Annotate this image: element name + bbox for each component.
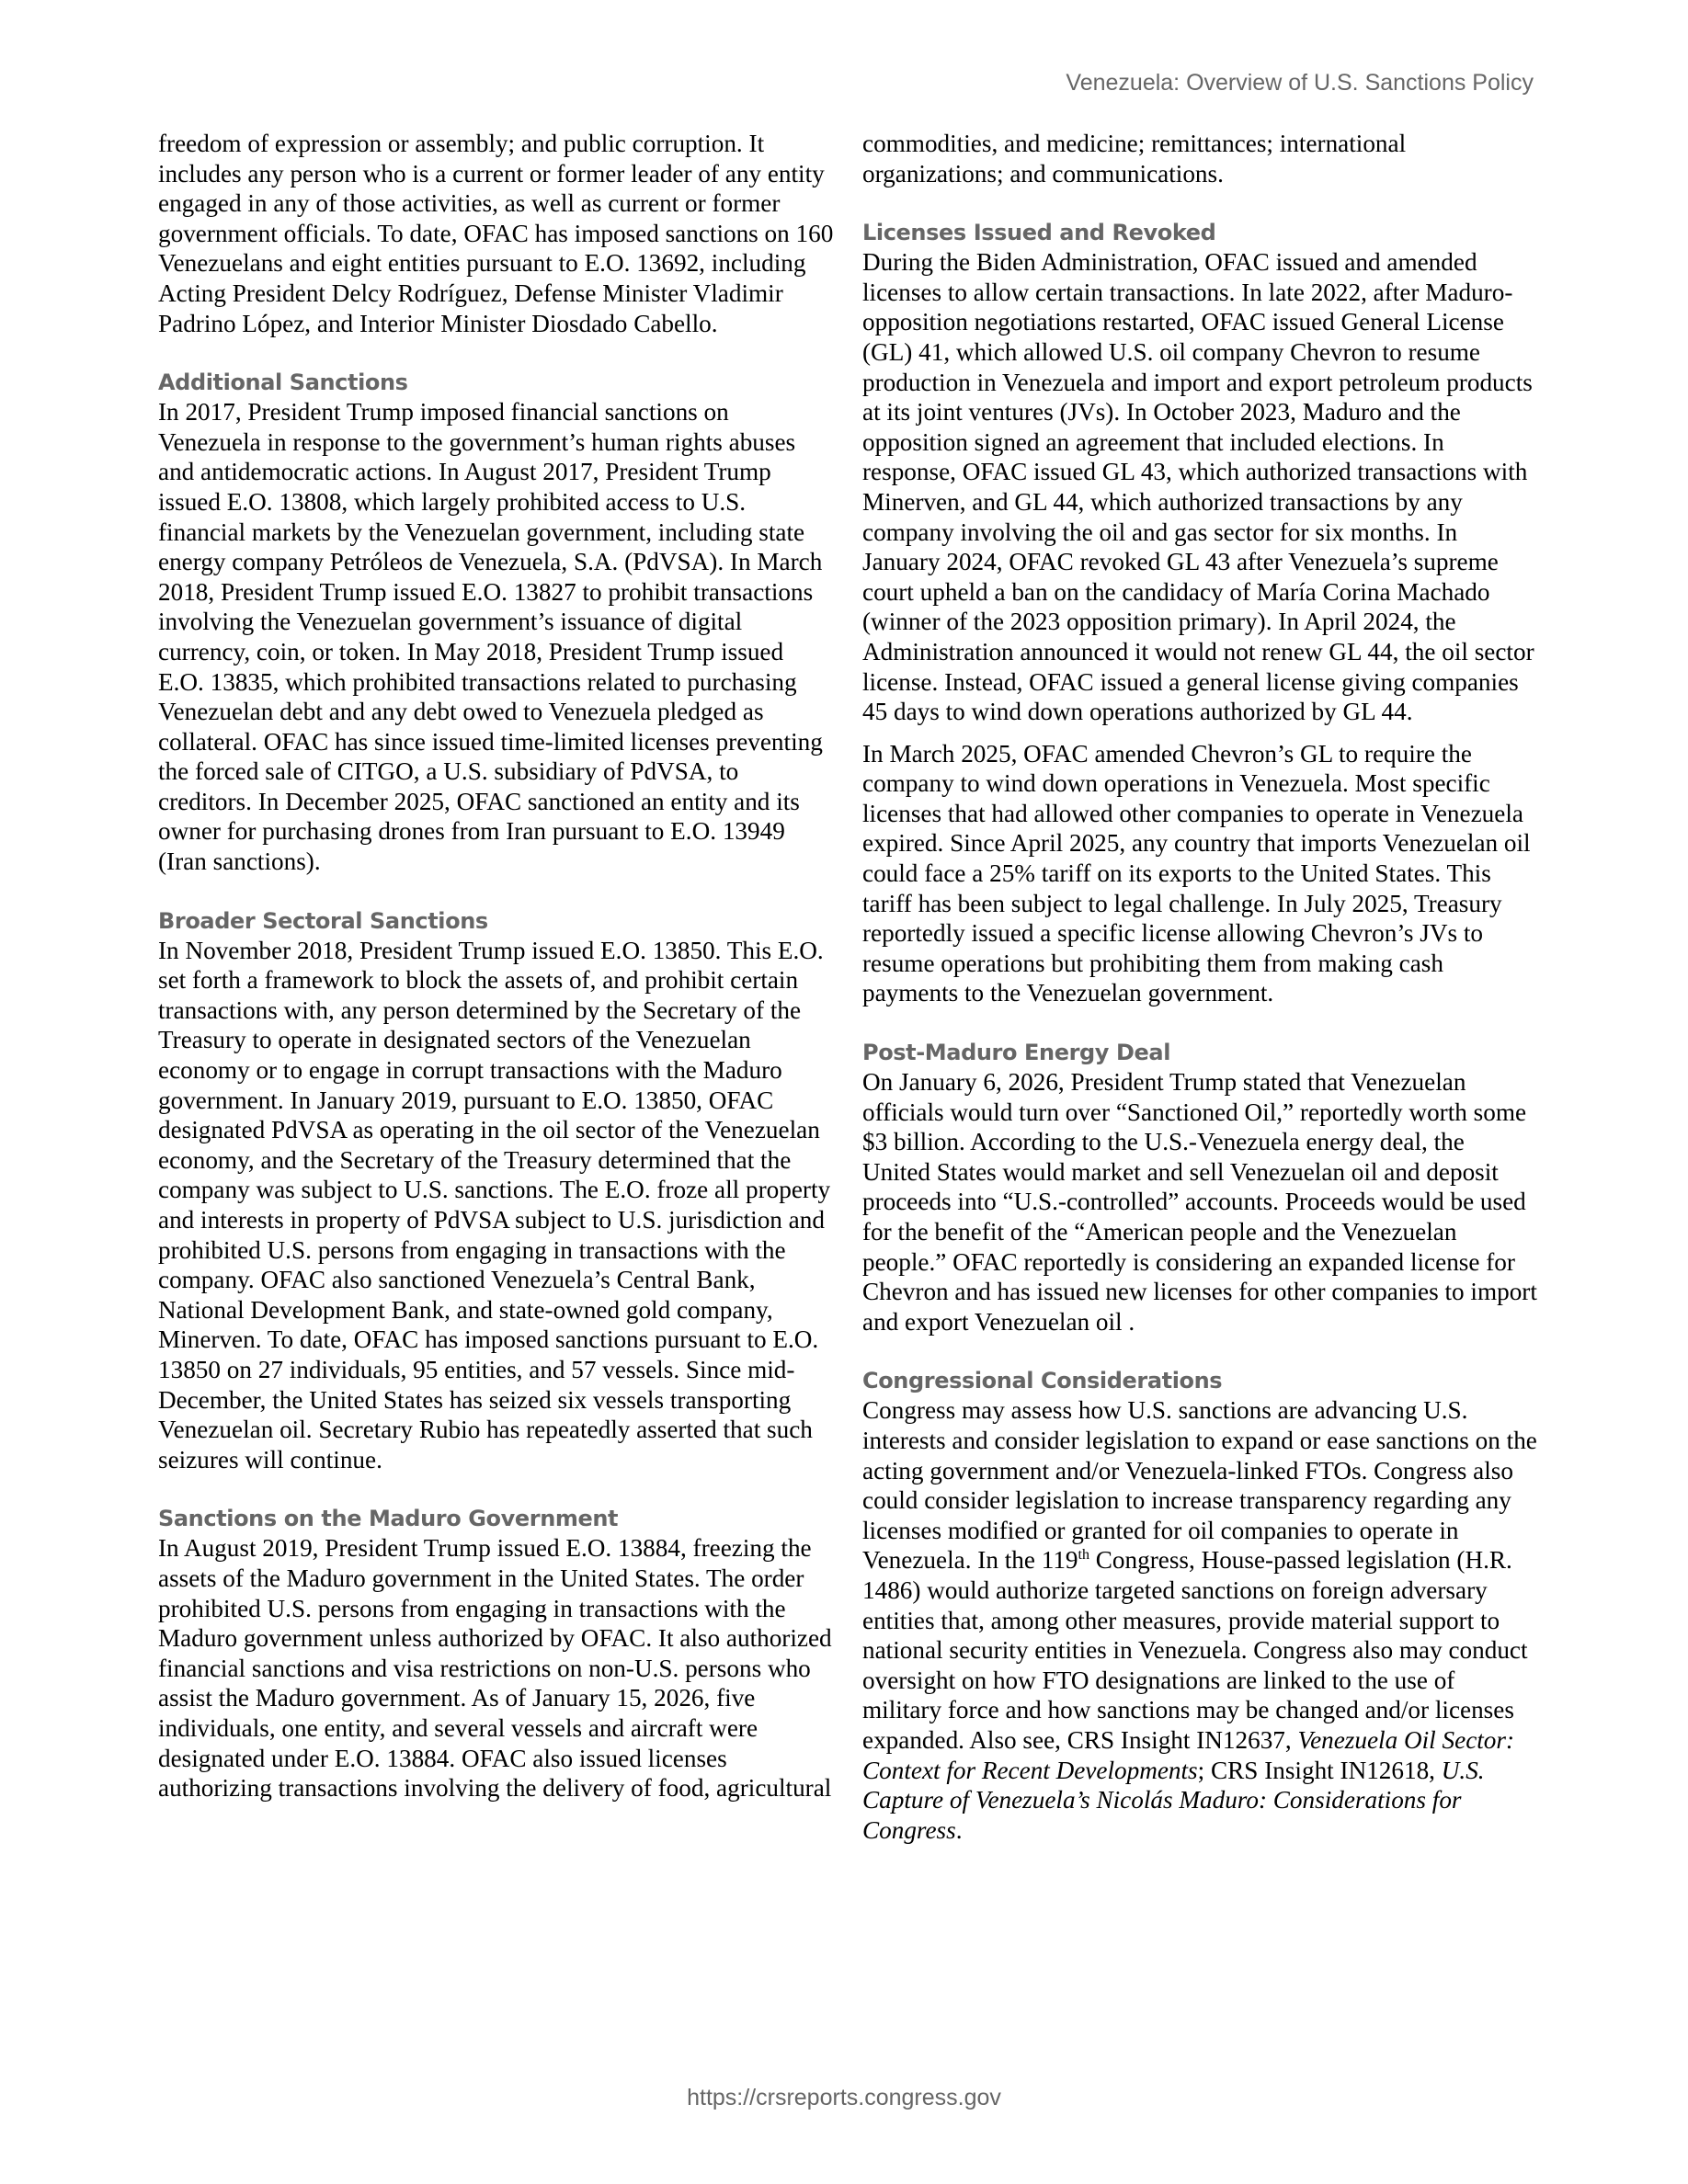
ordinal-superscript: th bbox=[1078, 1547, 1089, 1564]
section-body-congressional-considerations bbox=[862, 1395, 1538, 1845]
section-body-energy-deal: On January 6, 2026, President Trump stated that Venezuelan officials would turn over “Sanctioned Oil,” reportedly worth some $3 billion. According to the U.S.-Venezuela energy deal, the United States would market and sell Venezuelan oil and deposit proceeds into “U.S.-controlled” accounts. Proceeds would be used for the benefit of the “American people and the Venezuelan people.” OFAC reportedly is considering an expanded license for Chevron and has issued new licenses for other companies to import and export Venezuelan oil . bbox=[862, 1068, 1537, 1336]
continued-paragraph: freedom of expression or assembly; and public corruption. It includes any person who is a current or former leader of any entity engaged in any of those activities, as well as current or former government officials. To date, OFAC has imposed sanctions on 160 Venezuelans and eight entities pursuant to E.O. 13692, including Acting President Delcy Rodríguez, Defense Minister Vladimir Padrino López, and Interior Minister Diosdado Cabello. bbox=[158, 130, 834, 337]
crs-reference-title-1[interactable]: Venezuela Oil Sector: Context for Recent Developments bbox=[862, 1725, 1515, 1784]
section-heading-broader-sectoral-sanctions: Broader Sectoral Sanctions bbox=[158, 907, 488, 934]
section-heading-congressional-considerations: Congressional Considerations bbox=[862, 1368, 1223, 1394]
section-heading-energy-deal: Post-Maduro Energy Deal bbox=[862, 1040, 1171, 1066]
congress-text-a: Congress may assess how U.S. sanctions are advancing U.S. interests and consider legislation to expand or ease sanctions on the acting government and/or Venezuela-linked FTOs. Congress also could consider legislation to increase transparency regarding any licenses modified or granted for oil companies to operate in Venezuela. In the 119 bbox=[862, 1396, 1537, 1575]
section-heading-maduro-government: Sanctions on the Maduro Government bbox=[158, 1506, 619, 1532]
footer-url[interactable]: https://crsreports.congress.gov bbox=[687, 2085, 1001, 2110]
section-body-additional-sanctions: In 2017, President Trump imposed financial sanctions on Venezuela in response to the government’s human rights abuses and antidemocratic actions. In August 2017, President Trump issued E.O. 13808, which largely prohibited access to U.S. financial markets by the Venezuelan government, including state energy company Petróleos de Venezuela, S.A. (PdVSA). In March 2018, President Trump issued E.O. 13827 to prohibit transactions involving the Venezuelan government’s issuance of digital currency, coin, or token. In May 2018, President Trump issued E.O. 13835, which prohibited transactions related to purchasing Venezuelan debt and any debt owed to Venezuela pledged as collateral. OFAC has since issued time-limited licenses preventing the forced sale of CITGO, a U.S. subsidiary of PdVSA, to creditors. In December 2025, OFAC sanctioned an entity and its owner for purchasing drones from Iran pursuant to E.O. 13949 (Iran sanctions). bbox=[158, 398, 823, 876]
congress-text-b: Congress, House-passed legislation (H.R. 1486) would authorize targeted sanctions on foreign adversary entities that, among other measures, provide material support to national security entities in Venezuela. Congress also may conduct oversight on how FTO designations are linked to the use of military force and how sanctions may be changed and/or licenses expanded. Also see, CRS Insight IN12637, bbox=[862, 1546, 1528, 1754]
section-heading-additional-sanctions: Additional Sanctions bbox=[158, 370, 408, 396]
running-header-title: Venezuela: Overview of U.S. Sanctions Policy bbox=[1066, 70, 1534, 96]
section-body-licenses-2: In March 2025, OFAC amended Chevron’s GL to require the company to wind down operations in Venezuela. Most specific licenses that had allowed other companies to operate in Venezuela expired. Since April 2025, any country that imports Venezuelan oil could face a 25% tariff on its exports to the United States. This tariff has been subject to legal challenge. In July 2025, Treasury reportedly issued a specific license allowing Chevron’s JVs to resume operations but prohibiting them from making cash payments to the Venezuelan government. bbox=[862, 739, 1531, 1007]
congress-text-closing: . bbox=[955, 1815, 963, 1844]
congress-text-between: ; CRS Insight IN12618, bbox=[1197, 1756, 1442, 1784]
continued-paragraph: commodities, and medicine; remittances; international organizations; and communications. bbox=[862, 130, 1407, 188]
section-body-licenses-1: During the Biden Administration, OFAC issued and amended licenses to allow certain transactions. In late 2022, after Maduro-opposition negotiations restarted, OFAC issued General License (GL) 41, which allowed U.S. oil company Chevron to resume production in Venezuela and import and export petroleum products at its joint ventures (JVs). In October 2023, Maduro and the opposition signed an agreement that included elections. In response, OFAC issued GL 43, which authorized transactions with Minerven, and GL 44, which authorized transactions by any company involving the oil and gas sector for six months. In January 2024, OFAC revoked GL 43 after Venezuela’s supreme court upheld a ban on the candidacy of María Corina Machado (winner of the 2023 opposition primary). In April 2024, the Administration announced it would not renew GL 44, the oil sector license. Instead, OFAC issued a general license giving companies 45 days to wind down operations authorized by GL 44. bbox=[862, 248, 1534, 726]
section-heading-licenses: Licenses Issued and Revoked bbox=[862, 220, 1216, 246]
section-body-maduro-government: In August 2019, President Trump issued E.O. 13884, freezing the assets of the Maduro government in the United States. The order prohibited U.S. persons from engaging in transactions with the Maduro government unless authorized by OFAC. It also authorized financial sanctions and visa restrictions on non-U.S. persons who assist the Maduro government. As of January 15, 2026, five individuals, one entity, and several vessels and aircraft were designated under E.O. 13884. OFAC also issued licenses authorizing transactions involving the delivery of food, agricultural bbox=[158, 1534, 832, 1803]
left-column bbox=[158, 129, 834, 1803]
right-column bbox=[862, 129, 1538, 1845]
section-body-broader-sectoral-sanctions: In November 2018, President Trump issued E.O. 13850. This E.O. set forth a framework to block the assets of, and prohibit certain transactions with, any person determined by the Secretary of the Treasury to operate in designated sectors of the Venezuelan economy or to engage in corrupt transactions with the Maduro government. In January 2019, pursuant to E.O. 13850, OFAC designated PdVSA as operating in the oil sector of the Venezuelan economy, and the Secretary of the Treasury determined that the company was subject to U.S. sanctions. The E.O. froze all property and interests in property of PdVSA subject to U.S. jurisdiction and prohibited U.S. persons from engaging in transactions with the company. OFAC also sanctioned Venezuela’s Central Bank, National Development Bank, and state-owned gold company, Minerven. To date, OFAC has imposed sanctions pursuant to E.O. 13850 on 27 individuals, 95 entities, and 57 vessels. Since mid-December, the United States has seized six vessels transporting Venezuelan oil. Secretary Rubio has repeatedly asserted that such seizures will continue. bbox=[158, 936, 831, 1473]
crs-reference-title-2[interactable]: U.S. Capture of Venezuela’s Nicolás Maduro: Considerations for Congress bbox=[862, 1756, 1485, 1844]
